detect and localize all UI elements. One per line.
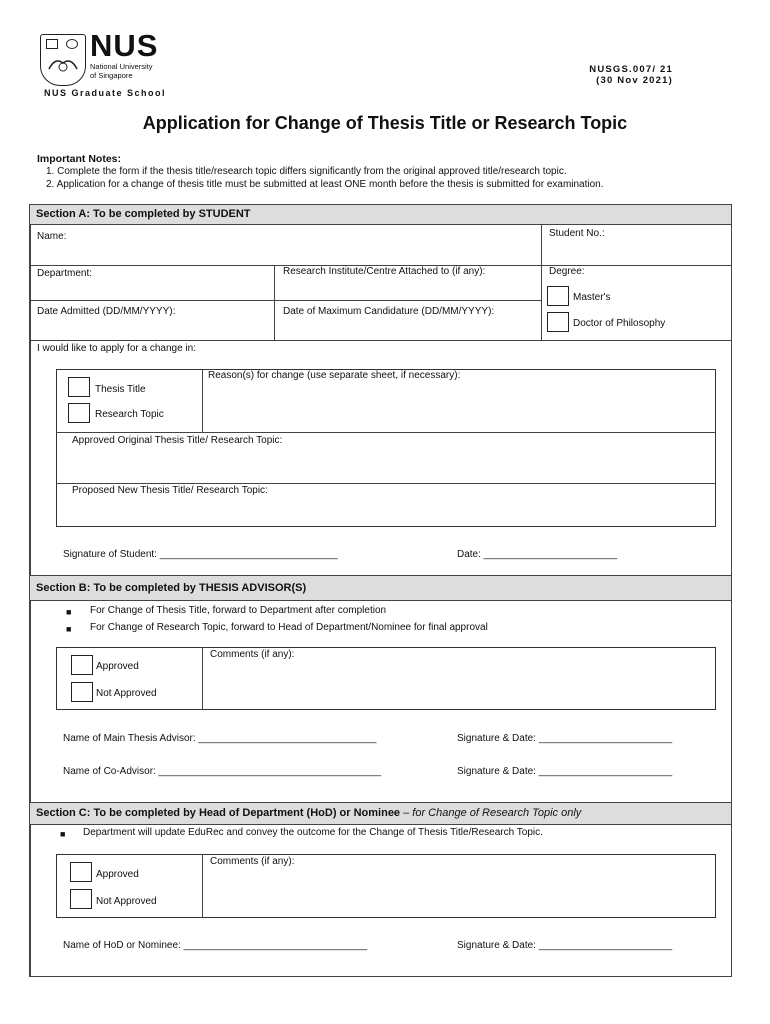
phd-checkbox[interactable] <box>547 312 569 332</box>
student-date-field[interactable]: Date: ________________________ <box>457 549 618 560</box>
main-advisor-signature-field[interactable]: Signature & Date: ________________________ <box>457 733 673 744</box>
section-b-header <box>30 575 731 601</box>
divider <box>202 647 203 710</box>
divider <box>30 300 542 301</box>
hod-instruction: Department will update EduRec and convey the outcome for the Change of Thesis Title/Research Topic. <box>83 827 543 838</box>
section-c-heading-main: Section C: To be completed by Head of Department (HoD) or Nominee <box>36 807 401 819</box>
bullet-icon: ■ <box>60 829 66 839</box>
main-advisor-field[interactable]: Name of Main Thesis Advisor: ________________________________ <box>63 733 377 744</box>
note-item: 2. Application for a change of thesis title must be submitted at least ONE month before the thesis is submitted for examination. <box>46 179 604 190</box>
crest-book-icon <box>46 39 58 49</box>
bullet-icon: ■ <box>66 607 72 617</box>
divider <box>541 224 542 340</box>
graduate-school-label: NUS Graduate School <box>44 88 167 98</box>
proposed-title-field[interactable]: Proposed New Thesis Title/ Research Topic: <box>72 485 268 496</box>
institute-field[interactable]: Research Institute/Centre Attached to (if any): <box>283 266 486 277</box>
section-c-header <box>30 802 731 825</box>
advisor-instruction: For Change of Thesis Title, forward to Department after completion <box>90 605 387 616</box>
advisor-decision-box <box>56 647 716 710</box>
section-a-header <box>30 205 731 225</box>
hod-approved-checkbox[interactable] <box>70 862 92 882</box>
nus-crest-icon <box>40 34 86 86</box>
advisor-approved-label: Approved <box>96 661 139 672</box>
section-c-heading <box>36 807 581 819</box>
max-candidature-field[interactable]: Date of Maximum Candidature (DD/MM/YYYY): <box>283 306 495 317</box>
advisor-not-approved-checkbox[interactable] <box>71 682 93 702</box>
divider <box>56 432 716 433</box>
form-title: Application for Change of Thesis Title or Research Topic <box>142 113 628 133</box>
advisor-comments-field[interactable]: Comments (if any): <box>210 649 295 660</box>
bullet-icon: ■ <box>66 624 72 634</box>
masters-checkbox[interactable] <box>547 286 569 306</box>
logo-wordmark: NUS <box>90 28 159 63</box>
original-title-field[interactable]: Approved Original Thesis Title/ Research Topic: <box>72 435 283 446</box>
crest-lion-icon <box>43 53 83 77</box>
research-topic-checkbox[interactable] <box>68 403 90 423</box>
advisor-approved-checkbox[interactable] <box>71 655 93 675</box>
logo-sub-line1: National University <box>90 62 153 71</box>
divider <box>274 265 275 340</box>
co-advisor-field[interactable]: Name of Co-Advisor: ________________________________________ <box>63 766 382 777</box>
name-field[interactable]: Name: <box>37 231 67 242</box>
student-no-field[interactable]: Student No.: <box>549 228 605 239</box>
advisor-instruction: For Change of Research Topic, forward to Head of Department/Nominee for final approval <box>90 622 488 633</box>
co-advisor-signature-field[interactable]: Signature & Date: ________________________ <box>457 766 673 777</box>
hod-not-approved-label: Not Approved <box>96 896 157 907</box>
crest-ring-icon <box>66 39 78 49</box>
doc-code-date: (30 Nov 2021) <box>596 75 673 86</box>
section-c-heading-note: – for Change of Research Topic only <box>400 807 582 819</box>
divider <box>56 483 716 484</box>
hod-name-field[interactable]: Name of HoD or Nominee: _________________________________ <box>63 940 368 951</box>
thesis-title-checkbox[interactable] <box>68 377 90 397</box>
hod-decision-box <box>56 854 716 918</box>
doc-code-number: NUSGS.007/ 21 <box>589 64 673 75</box>
hod-not-approved-checkbox[interactable] <box>70 889 92 909</box>
hod-signature-field[interactable]: Signature & Date: ________________________ <box>457 940 673 951</box>
document-code <box>560 64 673 86</box>
change-details-box <box>56 369 716 527</box>
apply-change-label: I would like to apply for a change in: <box>37 343 196 354</box>
logo-subtitle <box>90 62 153 80</box>
hod-comments-field[interactable]: Comments (if any): <box>210 856 295 867</box>
notes-heading: Important Notes: <box>37 153 121 165</box>
research-topic-label: Research Topic <box>95 409 164 420</box>
phd-label: Doctor of Philosophy <box>573 318 666 329</box>
thesis-title-label: Thesis Title <box>95 384 146 395</box>
reasons-field[interactable]: Reason(s) for change (use separate sheet, if necessary): <box>208 370 461 381</box>
student-signature-field[interactable]: Signature of Student: ________________________________ <box>63 549 338 560</box>
divider <box>30 340 731 341</box>
divider <box>202 854 203 918</box>
department-field[interactable]: Department: <box>37 268 93 279</box>
divider <box>202 369 203 433</box>
hod-approved-label: Approved <box>96 869 139 880</box>
note-item: 1. Complete the form if the thesis title/research topic differs significantly from the original approved title/research topic. <box>46 166 567 177</box>
section-b-heading: Section B: To be completed by THESIS ADVISOR(S) <box>36 582 307 594</box>
section-a-heading: Section A: To be completed by STUDENT <box>36 208 251 220</box>
masters-label: Master's <box>573 292 611 303</box>
advisor-not-approved-label: Not Approved <box>96 688 157 699</box>
date-admitted-field[interactable]: Date Admitted (DD/MM/YYYY): <box>37 306 176 317</box>
logo-sub-line2: of Singapore <box>90 71 133 80</box>
degree-label: Degree: <box>549 266 585 277</box>
